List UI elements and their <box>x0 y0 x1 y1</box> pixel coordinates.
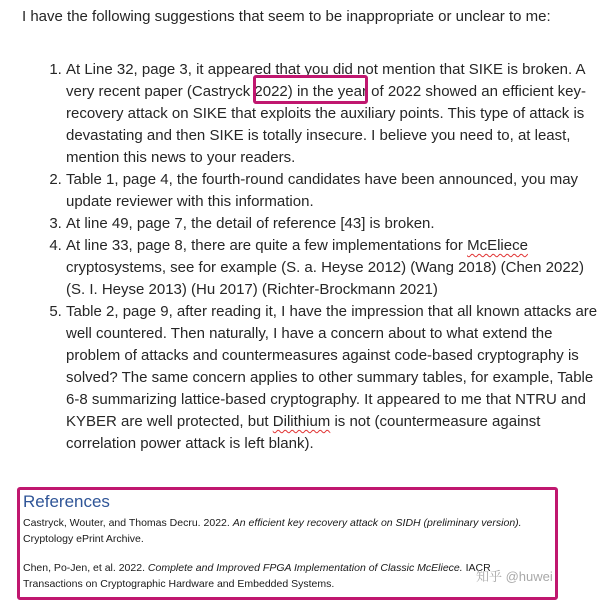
item-text: is not (countermeasure against correlation power attack is left blank). <box>66 413 541 452</box>
ref-venue: IACR Transactions on Cryptographic Hardware and Embedded Systems. <box>23 562 491 590</box>
item-text: At Line 32, page 3, it appeared that you did not mention that SIKE is broken. A very recent paper <box>66 61 585 100</box>
ref-authors: Castryck, Wouter, and Thomas Decru. 2022. <box>23 517 233 529</box>
list-item <box>66 169 600 213</box>
watermark: 知乎 @huwei <box>476 569 553 584</box>
intro-text: I have the following suggestions that seem to be inappropriate or unclear to me: <box>22 8 551 25</box>
item-text: in the year of 2022 showed an efficient key-recovery attack on SIKE that exploits the auxiliary points. This type of attack is devastating and then SIKE is totally insecure. I believe you need to, at least, mention this news to your readers. <box>66 83 587 166</box>
reference-entry <box>23 560 543 592</box>
citation-castryck: (Castryck 2022) <box>186 83 293 100</box>
list-item <box>66 301 600 455</box>
list-item <box>66 213 600 235</box>
item-text: At line 33, page 8, there are quite a few implementations for <box>66 237 468 254</box>
spellcheck-word[interactable]: Dilithium <box>272 413 331 430</box>
list-item <box>66 59 600 169</box>
ref-venue: Cryptology ePrint Archive. <box>23 533 144 545</box>
item-text: cryptosystems, see for example (S. a. Heyse 2012) (Wang 2018) (Chen 2022) (S. I. Heyse 2013) (Hu 2017) (Richter-Brockmann 2021) <box>66 259 585 298</box>
list-item <box>66 235 600 301</box>
spellcheck-word[interactable]: McEliece <box>467 237 528 254</box>
item-text: Table 1, page 4, the fourth-round candidates have been announced, you may update reviewer with this information. <box>66 171 579 210</box>
item-text: At line 49, page 7, the detail of reference [43] is broken. <box>66 215 435 232</box>
item-text: Table 2, page 9, after reading it, I have the impression that all known attacks are well countered. Then naturally, I have a concern about to what extend the problem of attacks and countermeasures against code-based cryptography is solved? The same concern applies to other summary tables, for example, Table 6-8 summarizing lattice-based cryptography. It appeared to me that NTRU and KYBER are well protected, but <box>66 303 598 430</box>
ref-title: Complete and Improved FPGA Implementation of Classic McEliece. <box>147 562 463 574</box>
references-heading: References <box>23 492 110 511</box>
reference-entry <box>23 515 543 547</box>
ref-authors: Chen, Po-Jen, et al. 2022. <box>23 562 148 574</box>
suggestion-list <box>22 59 600 455</box>
ref-title: An efficient key recovery attack on SIDH (preliminary version). <box>232 517 522 529</box>
